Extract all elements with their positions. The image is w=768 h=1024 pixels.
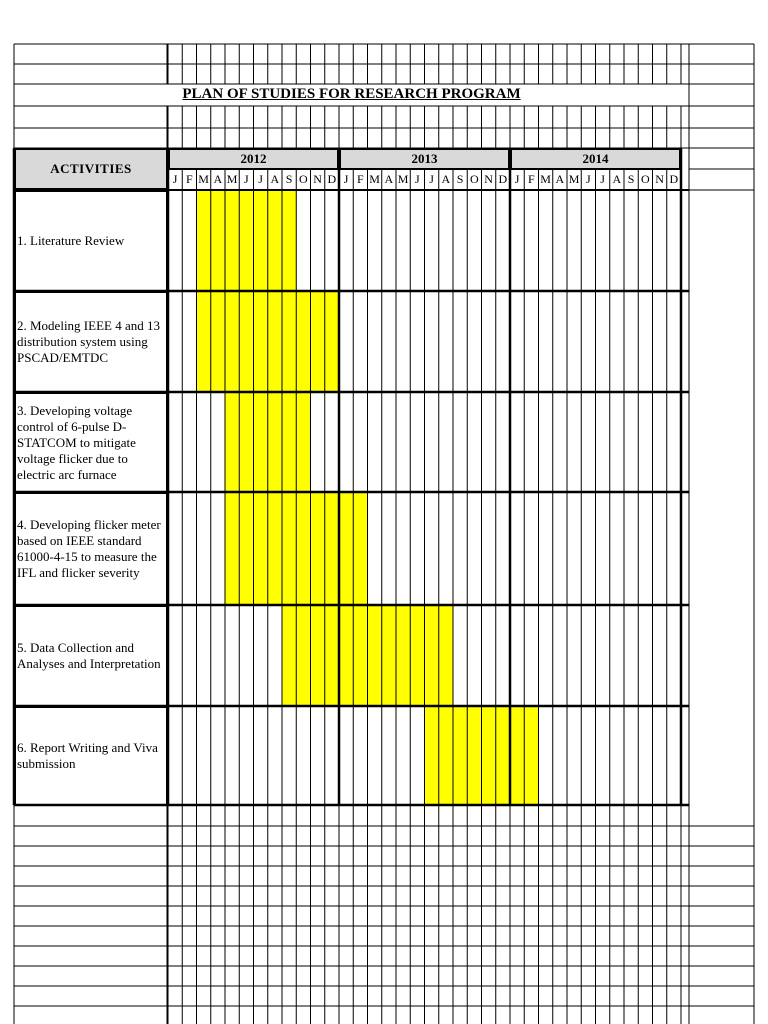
- activity-row-label: [14, 392, 168, 493]
- year-header: 2014: [510, 148, 681, 170]
- month-header: J: [172, 172, 178, 186]
- month-header: S: [456, 172, 464, 186]
- month-header: O: [641, 172, 650, 186]
- month-header: J: [514, 172, 520, 186]
- month-header: M: [198, 172, 209, 186]
- month-header: F: [186, 172, 193, 186]
- page-title: PLAN OF STUDIES FOR RESEARCH PROGRAM: [182, 86, 521, 102]
- activities-header: ACTIVITIES: [14, 148, 168, 190]
- month-header: M: [369, 172, 380, 186]
- month-header: S: [627, 172, 635, 186]
- month-header: J: [429, 172, 434, 186]
- month-header: M: [397, 172, 409, 186]
- activity-row-label: [14, 291, 168, 393]
- activity-label: 1. Literature Review: [17, 233, 125, 248]
- month-header: J: [586, 172, 591, 186]
- month-header: J: [600, 172, 605, 186]
- month-header: J: [258, 172, 263, 186]
- month-header: O: [299, 172, 308, 186]
- month-header: F: [528, 172, 535, 186]
- activity-label: 5. Data Collection and Analyses and Interpretation: [17, 640, 161, 671]
- activity-row-label: [14, 706, 168, 806]
- activity-label: 3. Developing voltage control of 6-pulse D-STATCOM to mitigate voltage flicker due to electric arc furnace: [17, 402, 136, 482]
- month-header: J: [415, 172, 420, 186]
- month-header: O: [470, 172, 479, 186]
- month-header: M: [226, 172, 238, 186]
- month-header: S: [285, 172, 293, 186]
- month-header: D: [498, 172, 508, 186]
- month-header: M: [540, 172, 551, 186]
- month-header: A: [612, 172, 622, 186]
- month-header: D: [669, 172, 679, 186]
- month-header: J: [244, 172, 249, 186]
- month-header: A: [555, 172, 565, 186]
- year-header: 2012: [168, 148, 339, 170]
- activity-label: 4. Developing flicker meter based on IEEE standard 61000-4-15 to measure the IFL and flicker severity: [17, 517, 161, 580]
- month-header: N: [484, 172, 493, 186]
- month-header: N: [655, 172, 664, 186]
- activity-row-label: [14, 605, 168, 707]
- activity-label: 6. Report Writing and Viva submission: [17, 740, 158, 771]
- activity-row-label: [14, 190, 168, 292]
- activity-bar-1: [197, 190, 297, 291]
- month-header: A: [270, 172, 280, 186]
- month-header: A: [384, 172, 394, 186]
- month-header: N: [313, 172, 322, 186]
- year-header: 2013: [339, 148, 510, 170]
- month-header: D: [327, 172, 337, 186]
- month-header: A: [213, 172, 223, 186]
- month-header: M: [568, 172, 580, 186]
- month-header: A: [441, 172, 451, 186]
- activity-label: 2. Modeling IEEE 4 and 13 distribution system using PSCAD/EMTDC: [17, 318, 160, 365]
- month-header: F: [357, 172, 364, 186]
- activity-row-label: [14, 492, 168, 606]
- month-header: J: [343, 172, 349, 186]
